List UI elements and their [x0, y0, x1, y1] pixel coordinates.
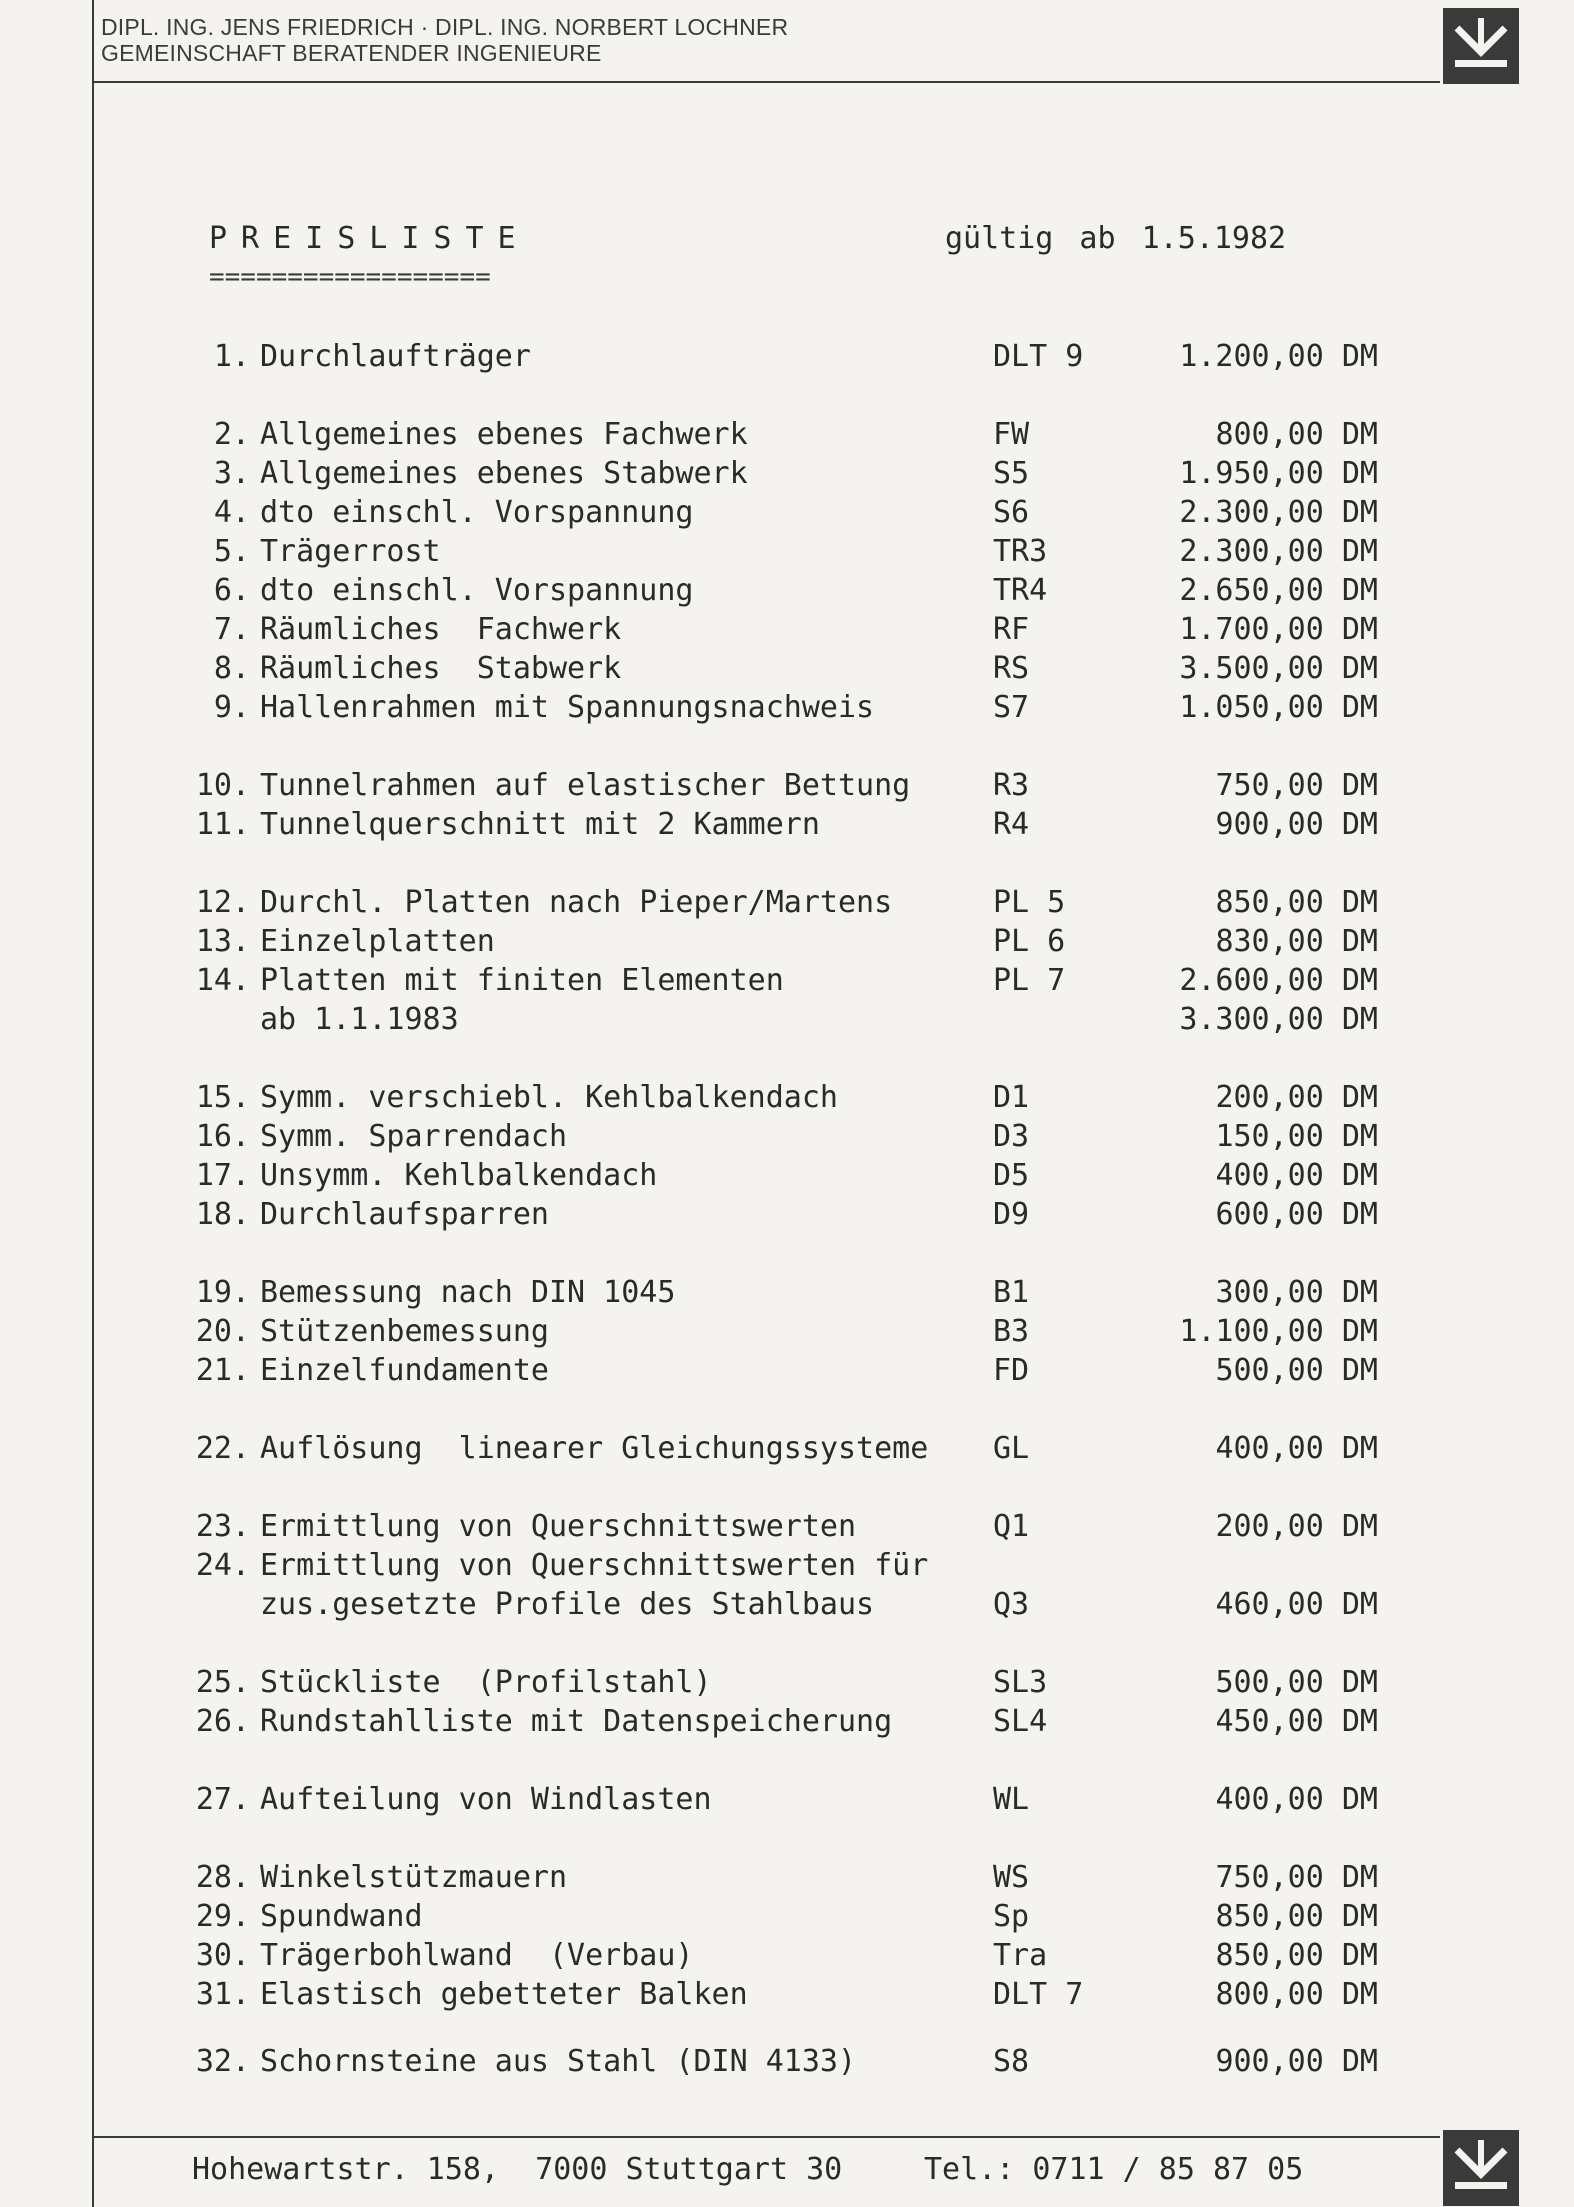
item-description: Auflösung linearer Gleichungssysteme — [260, 1431, 929, 1466]
table-row — [0, 1549, 1500, 1583]
item-price: 900,00 DM — [1215, 807, 1378, 842]
item-description: dto einschl. Vorspannung — [260, 573, 694, 608]
item-number: 24. — [195, 1548, 250, 1583]
item-price: 850,00 DM — [1215, 1938, 1378, 1973]
item-code: D9 — [993, 1197, 1030, 1232]
item-code: DLT 9 — [993, 339, 1084, 374]
item-price: 900,00 DM — [1215, 2044, 1378, 2079]
item-number: 16. — [195, 1119, 250, 1154]
table-row — [0, 340, 1500, 374]
item-description: Stückliste (Profilstahl) — [260, 1665, 712, 1700]
item-number: 31. — [195, 1977, 250, 2012]
item-number: 9. — [213, 690, 250, 725]
item-description: Unsymm. Kehlbalkendach — [260, 1158, 658, 1193]
footer-rule — [92, 2136, 1440, 2138]
item-code: S6 — [993, 495, 1030, 530]
item-price: 750,00 DM — [1215, 1860, 1378, 1895]
item-code: S7 — [993, 690, 1030, 725]
item-code: R4 — [993, 807, 1030, 842]
item-code: B1 — [993, 1275, 1030, 1310]
table-row — [0, 1081, 1500, 1115]
item-description: Trägerrost — [260, 534, 441, 569]
item-description: Ermittlung von Querschnittswerten — [260, 1509, 857, 1544]
item-code: SL3 — [993, 1665, 1048, 1700]
item-code: SL4 — [993, 1704, 1048, 1739]
item-number: 22. — [195, 1431, 250, 1466]
item-price: 1.200,00 DM — [1179, 339, 1378, 374]
table-row — [0, 1705, 1500, 1739]
table-row — [0, 808, 1500, 842]
item-code: DLT 7 — [993, 1977, 1084, 2012]
item-number: 10. — [195, 768, 250, 803]
item-price: 150,00 DM — [1215, 1119, 1378, 1154]
table-row — [0, 1198, 1500, 1232]
item-number: 12. — [195, 885, 250, 920]
table-row — [0, 1276, 1500, 1310]
item-price: 1.950,00 DM — [1179, 456, 1378, 491]
item-description: Stützenbemessung — [260, 1314, 549, 1349]
item-description: Rundstahlliste mit Datenspeicherung — [260, 1704, 893, 1739]
item-description: Allgemeines ebenes Stabwerk — [260, 456, 748, 491]
item-price: 460,00 DM — [1215, 1587, 1378, 1622]
item-number: 28. — [195, 1860, 250, 1895]
item-price: 2.600,00 DM — [1179, 963, 1378, 998]
item-price: 400,00 DM — [1215, 1782, 1378, 1817]
item-description: Elastisch gebetteter Balken — [260, 1977, 748, 2012]
item-code: Q3 — [993, 1587, 1030, 1622]
letterhead-line-1: DIPL. ING. JENS FRIEDRICH · DIPL. ING. NORBERT LOCHNER — [101, 14, 789, 40]
item-description: Spundwand — [260, 1899, 423, 1934]
item-number: 18. — [195, 1197, 250, 1232]
item-number: 1. — [213, 339, 250, 374]
item-code: D1 — [993, 1080, 1030, 1115]
item-number: 27. — [195, 1782, 250, 1817]
item-price: 800,00 DM — [1215, 1977, 1378, 2012]
table-row — [0, 925, 1500, 959]
table-row — [0, 1588, 1500, 1622]
item-price: 3.300,00 DM — [1179, 1002, 1378, 1037]
item-price: 2.650,00 DM — [1179, 573, 1378, 608]
item-number: 4. — [213, 495, 250, 530]
valid-from-date: gültig ab 1.5.1982 — [945, 221, 1287, 256]
item-code: S8 — [993, 2044, 1030, 2079]
item-number: 23. — [195, 1509, 250, 1544]
item-number: 2. — [213, 417, 250, 452]
item-code: B3 — [993, 1314, 1030, 1349]
item-number: 11. — [195, 807, 250, 842]
company-logo-icon — [1443, 8, 1519, 84]
table-row — [0, 1939, 1500, 1973]
item-description: Hallenrahmen mit Spannungsnachweis — [260, 690, 875, 725]
item-number: 25. — [195, 1665, 250, 1700]
item-number: 8. — [213, 651, 250, 686]
table-row — [0, 964, 1500, 998]
item-description: Trägerbohlwand (Verbau) — [260, 1938, 694, 1973]
table-row — [0, 1510, 1500, 1544]
item-description: Winkelstützmauern — [260, 1860, 568, 1895]
item-code: TR4 — [993, 573, 1048, 608]
item-code: PL 6 — [993, 924, 1066, 959]
table-row — [0, 418, 1500, 452]
item-number: 13. — [195, 924, 250, 959]
item-code: D5 — [993, 1158, 1030, 1193]
item-price: 3.500,00 DM — [1179, 651, 1378, 686]
item-description: Symm. Sparrendach — [260, 1119, 568, 1154]
item-price: 500,00 DM — [1215, 1665, 1378, 1700]
item-code: Sp — [993, 1899, 1030, 1934]
item-code: RF — [993, 612, 1030, 647]
table-row — [0, 652, 1500, 686]
table-row — [0, 1315, 1500, 1349]
item-price: 1.050,00 DM — [1179, 690, 1378, 725]
item-number: 7. — [213, 612, 250, 647]
table-row — [0, 2045, 1500, 2079]
item-price: 200,00 DM — [1215, 1080, 1378, 1115]
item-price: 200,00 DM — [1215, 1509, 1378, 1544]
item-code: PL 7 — [993, 963, 1066, 998]
table-row — [0, 691, 1500, 725]
letterhead-line-2: GEMEINSCHAFT BERATENDER INGENIEURE — [101, 40, 602, 66]
item-number: 6. — [213, 573, 250, 608]
item-description: Platten mit finiten Elementen — [260, 963, 784, 998]
item-description: Einzelfundamente — [260, 1353, 549, 1388]
table-row — [0, 1159, 1500, 1193]
item-description: zus.gesetzte Profile des Stahlbaus — [260, 1587, 875, 1622]
footer-address: Hohewartstr. 158, 7000 Stuttgart 30 — [192, 2152, 843, 2187]
item-description: Räumliches Fachwerk — [260, 612, 622, 647]
table-row — [0, 769, 1500, 803]
item-number: 21. — [195, 1353, 250, 1388]
item-number: 20. — [195, 1314, 250, 1349]
table-row — [0, 1120, 1500, 1154]
item-number: 14. — [195, 963, 250, 998]
letterhead — [101, 14, 788, 66]
item-price: 2.300,00 DM — [1179, 495, 1378, 530]
header-rule — [92, 81, 1440, 83]
table-row — [0, 535, 1500, 569]
item-code: FD — [993, 1353, 1030, 1388]
item-description: Schornsteine aus Stahl (DIN 4133) — [260, 2044, 857, 2079]
item-price: 2.300,00 DM — [1179, 534, 1378, 569]
item-price: 500,00 DM — [1215, 1353, 1378, 1388]
table-row — [0, 1432, 1500, 1466]
item-price: 400,00 DM — [1215, 1158, 1378, 1193]
item-description: Einzelplatten — [260, 924, 495, 959]
table-row — [0, 1003, 1500, 1037]
item-number: 15. — [195, 1080, 250, 1115]
item-number: 17. — [195, 1158, 250, 1193]
item-code: Tra — [993, 1938, 1048, 1973]
item-price: 1.700,00 DM — [1179, 612, 1378, 647]
item-description: Symm. verschiebl. Kehlbalkendach — [260, 1080, 838, 1115]
item-number: 19. — [195, 1275, 250, 1310]
item-price: 300,00 DM — [1215, 1275, 1378, 1310]
item-code: RS — [993, 651, 1030, 686]
page-title: PREISLISTE — [209, 221, 530, 256]
item-price: 850,00 DM — [1215, 885, 1378, 920]
table-row — [0, 1861, 1500, 1895]
item-description: Durchlaufträger — [260, 339, 531, 374]
item-code: WL — [993, 1782, 1030, 1817]
title-underline: ================== — [209, 262, 491, 292]
item-description: dto einschl. Vorspannung — [260, 495, 694, 530]
item-code: PL 5 — [993, 885, 1066, 920]
item-description: Ermittlung von Querschnittswerten für — [260, 1548, 929, 1583]
item-description: Allgemeines ebenes Fachwerk — [260, 417, 748, 452]
table-row — [0, 574, 1500, 608]
item-description: Durchlaufsparren — [260, 1197, 549, 1232]
table-row — [0, 457, 1500, 491]
item-price: 450,00 DM — [1215, 1704, 1378, 1739]
item-number: 29. — [195, 1899, 250, 1934]
table-row — [0, 613, 1500, 647]
table-row — [0, 1978, 1500, 2012]
item-code: TR3 — [993, 534, 1048, 569]
item-price: 850,00 DM — [1215, 1899, 1378, 1934]
item-code: D3 — [993, 1119, 1030, 1154]
item-number: 30. — [195, 1938, 250, 1973]
item-description: Räumliches Stabwerk — [260, 651, 622, 686]
item-code: WS — [993, 1860, 1030, 1895]
item-code: S5 — [993, 456, 1030, 491]
table-row — [0, 1666, 1500, 1700]
item-number: 32. — [195, 2044, 250, 2079]
table-row — [0, 1900, 1500, 1934]
table-row — [0, 886, 1500, 920]
item-description: Durchl. Platten nach Pieper/Martens — [260, 885, 893, 920]
item-code: R3 — [993, 768, 1030, 803]
item-description: Aufteilung von Windlasten — [260, 1782, 712, 1817]
item-price: 750,00 DM — [1215, 768, 1378, 803]
item-number: 3. — [213, 456, 250, 491]
item-price: 400,00 DM — [1215, 1431, 1378, 1466]
footer-phone: Tel.: 0711 / 85 87 05 — [924, 2152, 1304, 2187]
item-price: 830,00 DM — [1215, 924, 1378, 959]
item-price: 1.100,00 DM — [1179, 1314, 1378, 1349]
item-description: Tunnelrahmen auf elastischer Bettung — [260, 768, 911, 803]
item-code: GL — [993, 1431, 1030, 1466]
company-logo-footer-icon — [1443, 2130, 1519, 2206]
item-description: ab 1.1.1983 — [260, 1002, 459, 1037]
table-row — [0, 1783, 1500, 1817]
table-row — [0, 1354, 1500, 1388]
item-code: Q1 — [993, 1509, 1030, 1544]
table-row — [0, 496, 1500, 530]
item-price: 600,00 DM — [1215, 1197, 1378, 1232]
item-code: FW — [993, 417, 1030, 452]
item-description: Tunnelquerschnitt mit 2 Kammern — [260, 807, 820, 842]
item-number: 5. — [213, 534, 250, 569]
item-price: 800,00 DM — [1215, 417, 1378, 452]
item-number: 26. — [195, 1704, 250, 1739]
item-description: Bemessung nach DIN 1045 — [260, 1275, 676, 1310]
